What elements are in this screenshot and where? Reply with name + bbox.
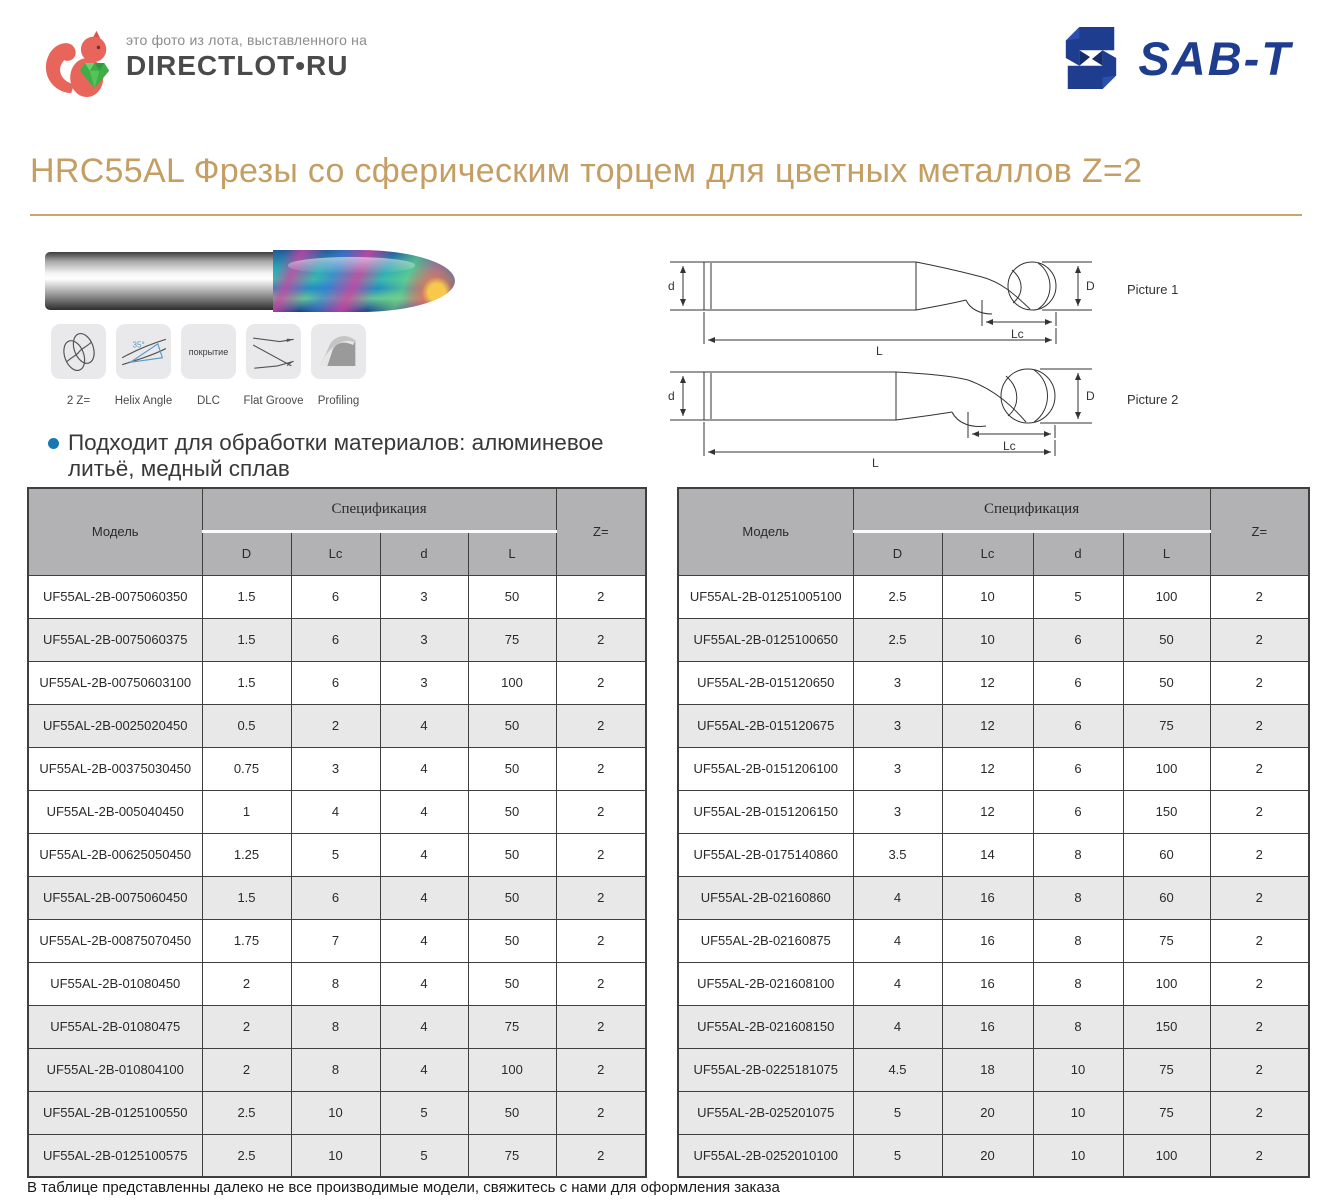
table-row	[678, 618, 1309, 661]
value-cell: 75	[468, 618, 556, 661]
model-cell: UF55AL-2B-0075060375	[28, 618, 202, 661]
col-header-d: d	[380, 531, 468, 575]
value-cell: 3	[380, 575, 468, 618]
model-cell: UF55AL-2B-0075060350	[28, 575, 202, 618]
directlot-text	[126, 24, 367, 82]
table-row	[28, 1134, 646, 1177]
model-cell: UF55AL-2B-015120650	[678, 661, 853, 704]
value-cell: 2.5	[202, 1091, 291, 1134]
value-cell: 1.5	[202, 876, 291, 919]
value-cell: 100	[468, 661, 556, 704]
value-cell: 10	[1033, 1048, 1123, 1091]
dlc-coating-icon	[181, 324, 236, 379]
model-cell: UF55AL-2B-02160875	[678, 919, 853, 962]
value-cell: 2.5	[853, 618, 942, 661]
value-cell: 10	[1033, 1134, 1123, 1177]
col-header-Lc: Lc	[942, 531, 1033, 575]
value-cell: 75	[1123, 1091, 1210, 1134]
value-cell: 2	[1210, 1134, 1309, 1177]
table-footnote: В таблице представленны далеко не все производимые модели, свяжитесь с нами для оформления заказа	[27, 1179, 780, 1196]
value-cell: 2	[1210, 833, 1309, 876]
directlot-brand	[126, 50, 367, 82]
value-cell: 3	[853, 790, 942, 833]
value-cell: 75	[468, 1005, 556, 1048]
picture1-caption: Picture 1	[1127, 282, 1179, 297]
feature-helix-angle	[111, 324, 176, 407]
value-cell: 10	[942, 618, 1033, 661]
dim-d-label: d	[668, 279, 675, 293]
value-cell: 2	[556, 618, 646, 661]
value-cell: 20	[942, 1091, 1033, 1134]
value-cell: 2	[556, 1005, 646, 1048]
value-cell: 6	[291, 876, 380, 919]
model-column-header: Модель	[28, 488, 202, 575]
svg-text:35°: 35°	[132, 339, 145, 349]
value-cell: 16	[942, 919, 1033, 962]
value-cell: 2	[1210, 962, 1309, 1005]
value-cell: 1.5	[202, 575, 291, 618]
value-cell: 75	[468, 1134, 556, 1177]
value-cell: 50	[468, 790, 556, 833]
value-cell: 8	[1033, 833, 1123, 876]
value-cell: 8	[1033, 876, 1123, 919]
spec-group-header: Спецификация	[202, 488, 556, 531]
table-row	[28, 790, 646, 833]
value-cell: 150	[1123, 790, 1210, 833]
value-cell: 12	[942, 704, 1033, 747]
value-cell: 6	[1033, 704, 1123, 747]
value-cell: 100	[468, 1048, 556, 1091]
value-cell: 150	[1123, 1005, 1210, 1048]
value-cell: 1.25	[202, 833, 291, 876]
value-cell: 2.5	[853, 575, 942, 618]
model-cell: UF55AL-2B-0125100650	[678, 618, 853, 661]
value-cell: 2	[1210, 1048, 1309, 1091]
value-cell: 75	[1123, 919, 1210, 962]
profiling-icon	[311, 324, 366, 379]
value-cell: 2	[1210, 1091, 1309, 1134]
brand-dot: •	[295, 50, 307, 81]
value-cell: 2	[1210, 1005, 1309, 1048]
feature-label: 2 Z=	[66, 395, 91, 407]
table-row	[678, 1091, 1309, 1134]
suitability-text: Подходит для обработки материалов: алюминевое литьё, медный сплав	[68, 430, 604, 482]
model-cell: UF55AL-2B-00375030450	[28, 747, 202, 790]
value-cell: 50	[468, 575, 556, 618]
model-cell: UF55AL-2B-00625050450	[28, 833, 202, 876]
z-column-header: Z=	[1210, 488, 1309, 575]
table-row	[28, 661, 646, 704]
value-cell: 2	[556, 833, 646, 876]
dim-Lc-label: Lc	[1011, 327, 1024, 341]
page-title: HRC55AL Фрезы со сферическим торцем для цветных металлов Z=2	[30, 152, 1143, 190]
value-cell: 100	[1123, 575, 1210, 618]
picture2-caption: Picture 2	[1127, 392, 1179, 407]
value-cell: 2	[202, 962, 291, 1005]
value-cell: 50	[468, 704, 556, 747]
value-cell: 2	[1210, 876, 1309, 919]
feature-strip	[46, 324, 371, 407]
table-row	[678, 747, 1309, 790]
model-cell: UF55AL-2B-01080475	[28, 1005, 202, 1048]
model-cell: UF55AL-2B-0025020450	[28, 704, 202, 747]
value-cell: 5	[380, 1134, 468, 1177]
table-row	[678, 876, 1309, 919]
value-cell: 2	[1210, 618, 1309, 661]
value-cell: 4	[380, 1005, 468, 1048]
col-header-L: L	[468, 531, 556, 575]
value-cell: 2	[1210, 575, 1309, 618]
value-cell: 12	[942, 747, 1033, 790]
table-row	[678, 833, 1309, 876]
value-cell: 2	[556, 790, 646, 833]
col-header-d: d	[1033, 531, 1123, 575]
model-cell: UF55AL-2B-0175140860	[678, 833, 853, 876]
value-cell: 3.5	[853, 833, 942, 876]
table-row	[678, 1005, 1309, 1048]
value-cell: 6	[1033, 790, 1123, 833]
value-cell: 4	[380, 747, 468, 790]
value-cell: 2	[556, 876, 646, 919]
feature-label: Profiling	[317, 395, 360, 407]
value-cell: 10	[1033, 1091, 1123, 1134]
value-cell: 2	[202, 1005, 291, 1048]
model-cell: UF55AL-2B-01080450	[28, 962, 202, 1005]
value-cell: 50	[468, 833, 556, 876]
value-cell: 4	[380, 833, 468, 876]
model-cell: UF55AL-2B-025201075	[678, 1091, 853, 1134]
value-cell: 2	[556, 1134, 646, 1177]
value-cell: 4	[380, 1048, 468, 1091]
photo-source-tagline: это фото из лота, выставленного на	[126, 32, 368, 48]
value-cell: 2	[1210, 747, 1309, 790]
table-row	[678, 1134, 1309, 1177]
value-cell: 100	[1123, 1134, 1210, 1177]
spec-table-left	[27, 487, 647, 1178]
model-cell: UF55AL-2B-00750603100	[28, 661, 202, 704]
model-cell: UF55AL-2B-021608100	[678, 962, 853, 1005]
value-cell: 2	[556, 661, 646, 704]
cutter-ball-nose-flutes	[273, 250, 455, 312]
col-header-Lc: Lc	[291, 531, 380, 575]
table-row	[28, 1048, 646, 1091]
model-cell: UF55AL-2B-005040450	[28, 790, 202, 833]
value-cell: 3	[853, 747, 942, 790]
feature-profiling	[306, 324, 371, 407]
value-cell: 6	[291, 661, 380, 704]
value-cell: 3	[291, 747, 380, 790]
model-cell: UF55AL-2B-0151206100	[678, 747, 853, 790]
model-cell: UF55AL-2B-0075060450	[28, 876, 202, 919]
value-cell: 2	[1210, 704, 1309, 747]
value-cell: 0.5	[202, 704, 291, 747]
table-row	[28, 833, 646, 876]
flat-groove-icon	[246, 324, 301, 379]
value-cell: 100	[1123, 747, 1210, 790]
dim-d-label: d	[668, 389, 675, 403]
value-cell: 50	[468, 962, 556, 1005]
value-cell: 3	[853, 704, 942, 747]
value-cell: 2	[556, 704, 646, 747]
model-cell: UF55AL-2B-0151206150	[678, 790, 853, 833]
value-cell: 50	[468, 876, 556, 919]
value-cell: 5	[380, 1091, 468, 1134]
suitability-note	[48, 430, 673, 483]
value-cell: 2	[556, 1048, 646, 1091]
table-row	[28, 962, 646, 1005]
brand-tld: RU	[306, 50, 349, 81]
two-flutes-icon	[51, 324, 106, 379]
col-header-L: L	[1123, 531, 1210, 575]
cutter-shank	[45, 252, 277, 310]
value-cell: 2	[556, 919, 646, 962]
table-row	[28, 618, 646, 661]
value-cell: 7	[291, 919, 380, 962]
value-cell: 8	[1033, 962, 1123, 1005]
dim-L-label: L	[876, 344, 883, 358]
feature-flutes	[46, 324, 111, 407]
value-cell: 1.75	[202, 919, 291, 962]
dim-Lc-label: Lc	[1003, 439, 1016, 453]
value-cell: 20	[942, 1134, 1033, 1177]
value-cell: 4	[853, 962, 942, 1005]
value-cell: 16	[942, 962, 1033, 1005]
table-row	[678, 704, 1309, 747]
value-cell: 4	[380, 919, 468, 962]
dim-D-label: D	[1086, 279, 1095, 293]
value-cell: 2	[556, 575, 646, 618]
table-row	[678, 790, 1309, 833]
value-cell: 1	[202, 790, 291, 833]
col-header-D: D	[202, 531, 291, 575]
title-divider	[30, 214, 1302, 216]
model-cell: UF55AL-2B-015120675	[678, 704, 853, 747]
model-cell: UF55AL-2B-01251005100	[678, 575, 853, 618]
technical-drawing-picture2	[662, 358, 1332, 470]
model-cell: UF55AL-2B-00875070450	[28, 919, 202, 962]
sabt-brand: SAB-T	[1138, 31, 1292, 85]
value-cell: 10	[291, 1134, 380, 1177]
value-cell: 4	[853, 876, 942, 919]
model-cell: UF55AL-2B-02160860	[678, 876, 853, 919]
value-cell: 2	[556, 962, 646, 1005]
table-row	[28, 1005, 646, 1048]
value-cell: 6	[1033, 618, 1123, 661]
value-cell: 2	[1210, 919, 1309, 962]
value-cell: 100	[1123, 962, 1210, 1005]
directlot-logo	[38, 24, 367, 102]
value-cell: 12	[942, 790, 1033, 833]
product-photo	[45, 250, 455, 312]
table-row	[28, 747, 646, 790]
value-cell: 4	[380, 876, 468, 919]
table-row	[678, 575, 1309, 618]
feature-dlc	[176, 324, 241, 407]
value-cell: 50	[468, 919, 556, 962]
value-cell: 16	[942, 876, 1033, 919]
dim-L-label: L	[872, 456, 879, 470]
model-cell: UF55AL-2B-0252010100	[678, 1134, 853, 1177]
model-cell: UF55AL-2B-0125100550	[28, 1091, 202, 1134]
value-cell: 2	[556, 1091, 646, 1134]
table-row	[678, 661, 1309, 704]
brand-name: DIRECTLOT	[126, 50, 296, 81]
value-cell: 4	[853, 919, 942, 962]
value-cell: 4	[853, 1005, 942, 1048]
value-cell: 3	[853, 661, 942, 704]
col-header-D: D	[853, 531, 942, 575]
table-row	[28, 704, 646, 747]
table-row	[28, 919, 646, 962]
feature-label: DLC	[196, 395, 220, 407]
value-cell: 8	[1033, 1005, 1123, 1048]
table-row	[678, 919, 1309, 962]
value-cell: 1.5	[202, 661, 291, 704]
sabt-logo	[1060, 22, 1292, 94]
value-cell: 4.5	[853, 1048, 942, 1091]
value-cell: 10	[291, 1091, 380, 1134]
value-cell: 4	[291, 790, 380, 833]
spec-group-header: Спецификация	[853, 488, 1210, 531]
value-cell: 2	[202, 1048, 291, 1091]
value-cell: 6	[1033, 747, 1123, 790]
table-row	[678, 962, 1309, 1005]
value-cell: 4	[380, 790, 468, 833]
spec-table-right	[677, 487, 1310, 1178]
value-cell: 50	[468, 1091, 556, 1134]
value-cell: 14	[942, 833, 1033, 876]
value-cell: 6	[291, 618, 380, 661]
value-cell: 10	[942, 575, 1033, 618]
value-cell: 2.5	[202, 1134, 291, 1177]
value-cell: 4	[380, 962, 468, 1005]
value-cell: 5	[853, 1091, 942, 1134]
value-cell: 12	[942, 661, 1033, 704]
value-cell: 2	[1210, 790, 1309, 833]
value-cell: 8	[291, 962, 380, 1005]
model-cell: UF55AL-2B-0125100575	[28, 1134, 202, 1177]
feature-flat-groove	[241, 324, 306, 407]
z-column-header: Z=	[556, 488, 646, 575]
value-cell: 5	[291, 833, 380, 876]
value-cell: 0.75	[202, 747, 291, 790]
value-cell: 16	[942, 1005, 1033, 1048]
value-cell: 2	[1210, 661, 1309, 704]
squirrel-gem-icon	[38, 24, 116, 102]
table-row	[28, 1091, 646, 1134]
value-cell: 75	[1123, 704, 1210, 747]
feature-label: Helix Angle	[114, 395, 173, 407]
model-cell: UF55AL-2B-0225181075	[678, 1048, 853, 1091]
value-cell: 3	[380, 618, 468, 661]
value-cell: 1.5	[202, 618, 291, 661]
value-cell: 2	[556, 747, 646, 790]
value-cell: 18	[942, 1048, 1033, 1091]
sabt-s-mark-icon	[1060, 22, 1122, 94]
value-cell: 8	[291, 1005, 380, 1048]
bullet-icon	[48, 438, 59, 449]
coating-text: покрытие	[188, 346, 229, 357]
helix-angle-icon	[116, 324, 171, 379]
table-row	[678, 1048, 1309, 1091]
value-cell: 5	[1033, 575, 1123, 618]
value-cell: 50	[468, 747, 556, 790]
dim-D-label: D	[1086, 389, 1095, 403]
model-cell: UF55AL-2B-021608150	[678, 1005, 853, 1048]
value-cell: 5	[853, 1134, 942, 1177]
value-cell: 60	[1123, 876, 1210, 919]
technical-drawing-picture1	[662, 248, 1332, 358]
value-cell: 2	[291, 704, 380, 747]
value-cell: 8	[1033, 919, 1123, 962]
model-column-header: Модель	[678, 488, 853, 575]
value-cell: 75	[1123, 1048, 1210, 1091]
value-cell: 60	[1123, 833, 1210, 876]
value-cell: 6	[1033, 661, 1123, 704]
value-cell: 6	[291, 575, 380, 618]
value-cell: 4	[380, 704, 468, 747]
value-cell: 50	[1123, 618, 1210, 661]
table-row	[28, 575, 646, 618]
table-row	[28, 876, 646, 919]
value-cell: 3	[380, 661, 468, 704]
value-cell: 8	[291, 1048, 380, 1091]
feature-label: Flat Groove	[243, 395, 304, 407]
value-cell: 50	[1123, 661, 1210, 704]
model-cell: UF55AL-2B-010804100	[28, 1048, 202, 1091]
